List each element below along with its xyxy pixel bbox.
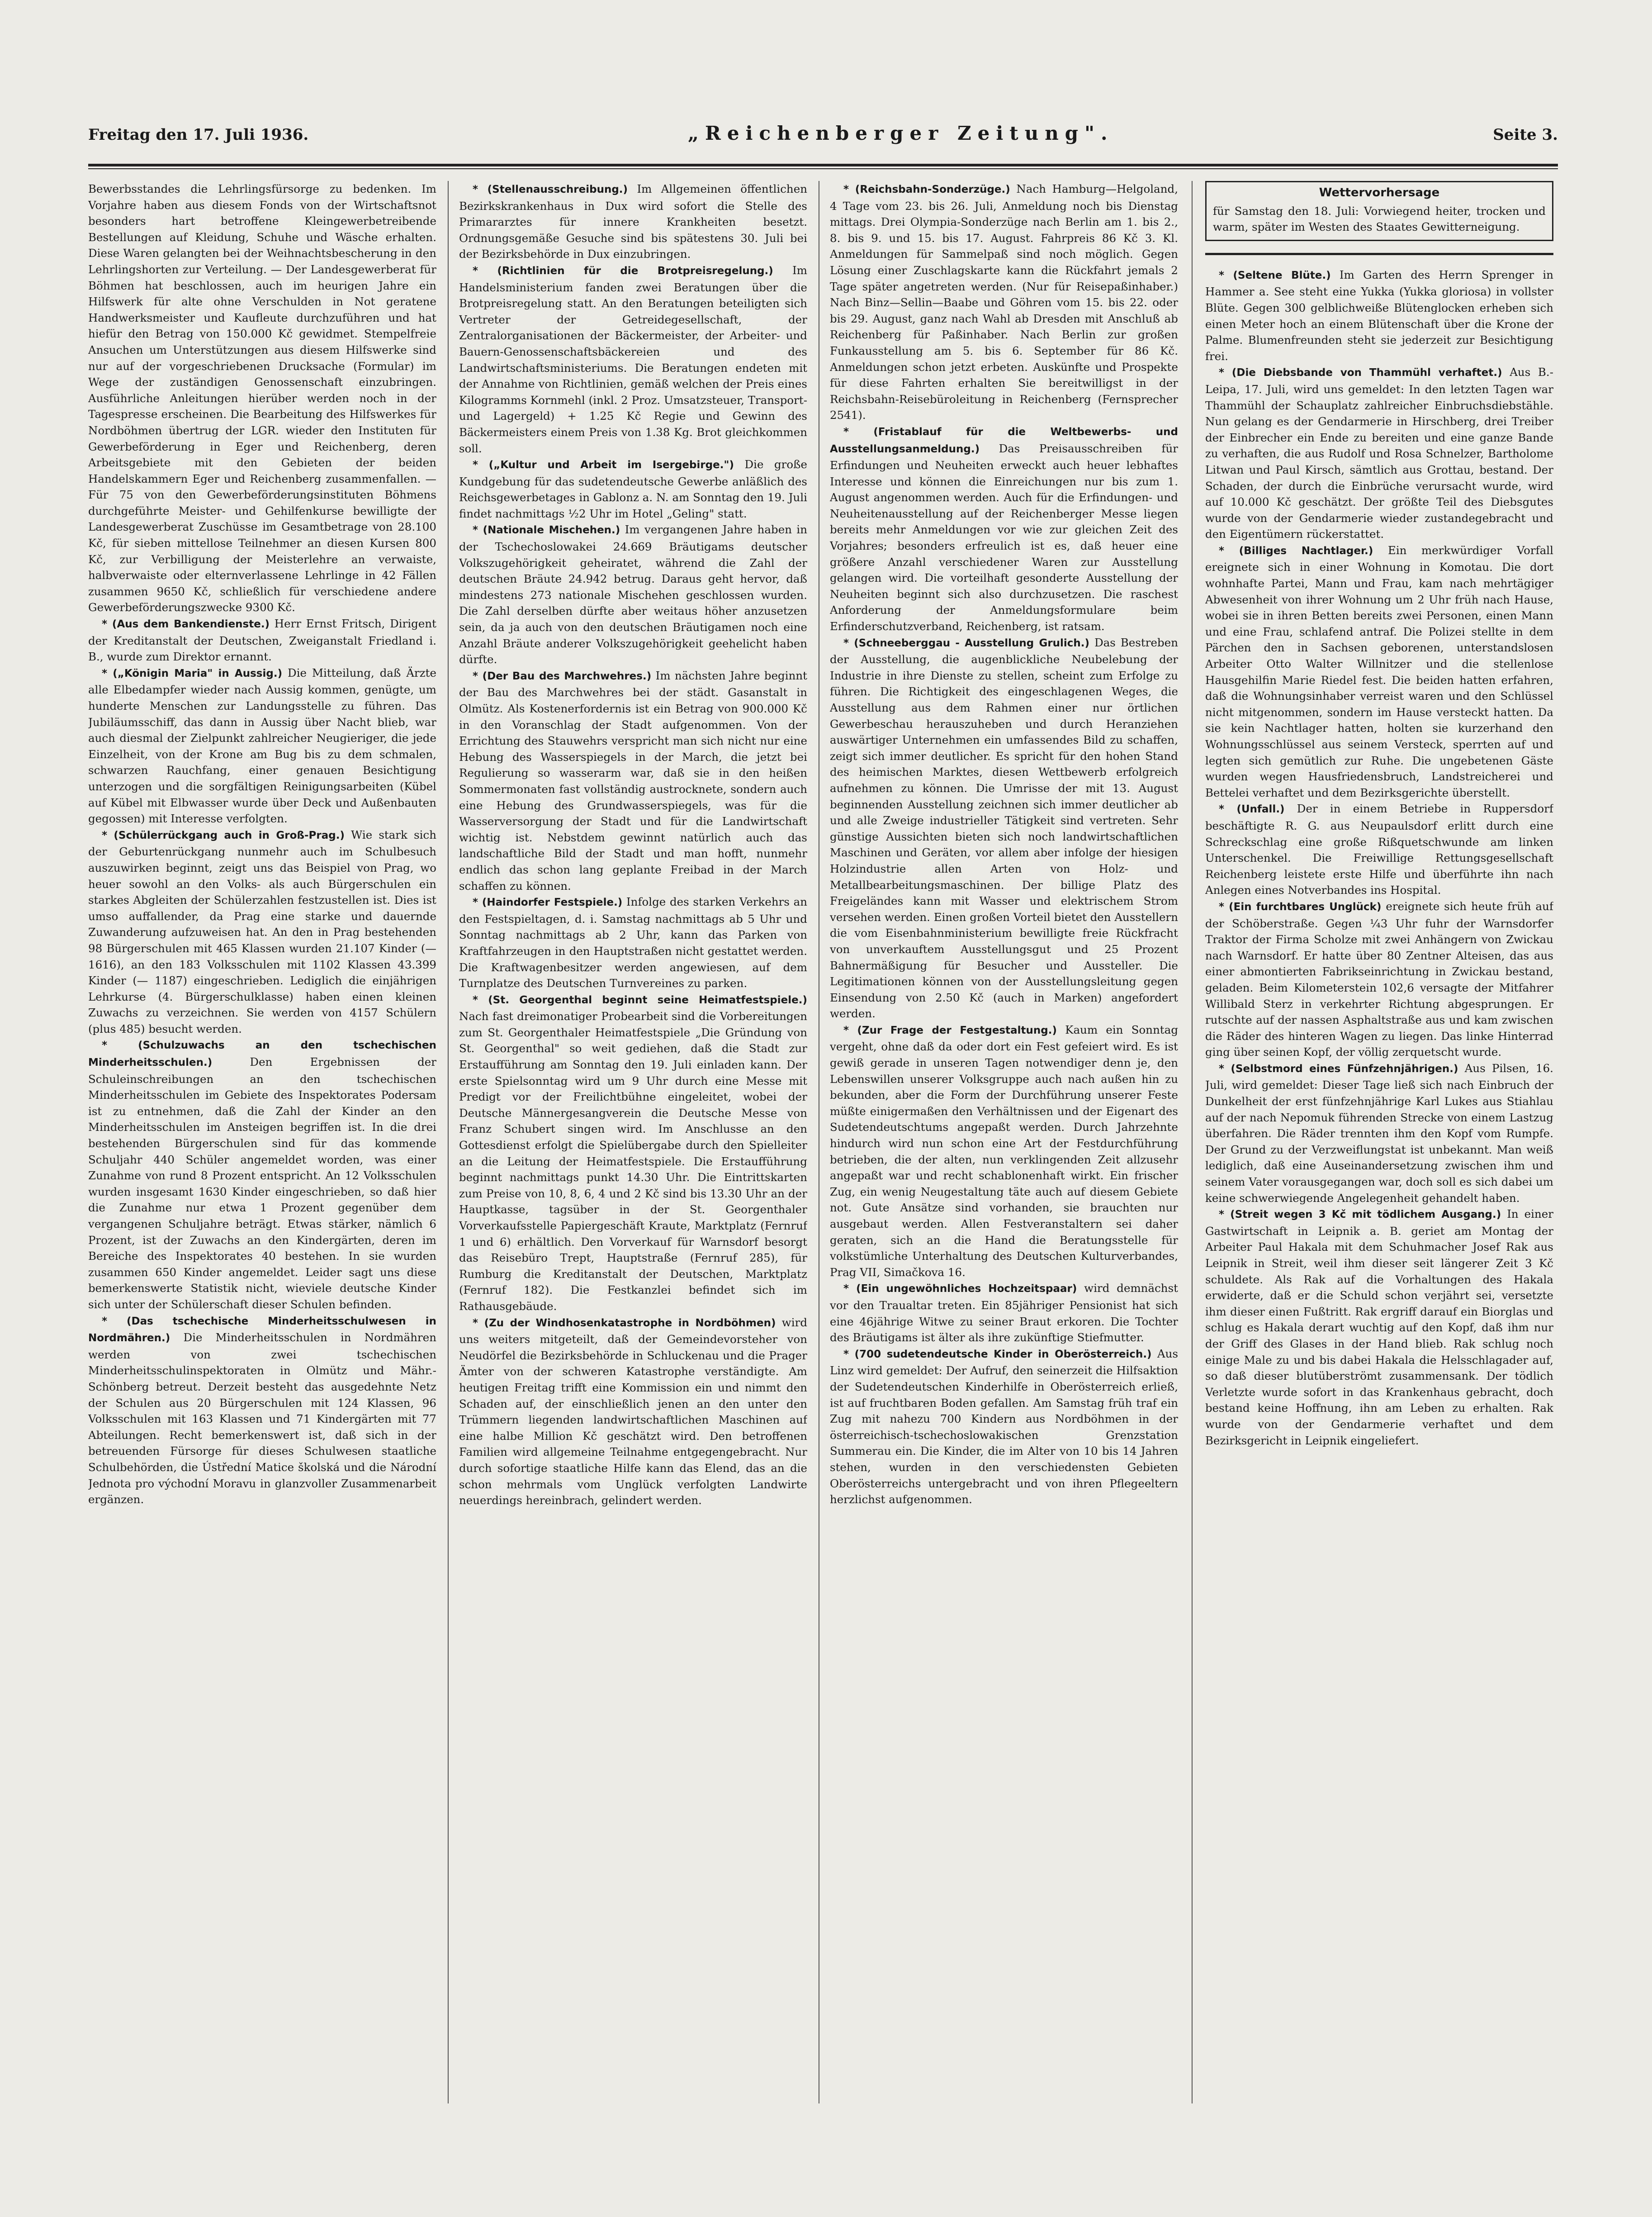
article-paragraph [88,1037,436,1312]
article-heading: * (Ein furchtbares Unglück) [1219,901,1382,913]
article-heading: * (Haindorfer Festspiele.) [473,897,623,909]
article-text: Die Minderheitsschulen in Nordmähren werden von zwei tschechischen Minderheitsschulinspektoraten in Olmütz und Mähr.-Schönberg betreut. Derzeit besteht das ausgedehnte Netz der Schulen aus 20 Bürgerschulen mit 124 Klassen, 96 Volksschulen mit 163 Klassen und 71 Kindergärten mit 77 Abteilungen. Recht bemerkenswert ist, daß sich in der betreuenden Fürsorge für dieses Schulwesen staatliche Schulbehörden, die Ústřední Matice školská und die Národní Jednota pro východní Moravu in glanzvoller Zusammenarbeit ergänzen. [88,1331,436,1506]
article-paragraph [88,827,436,1037]
article-paragraph [1205,542,1553,801]
article-text: Infolge des starken Verkehrs an den Festspieltagen, d. i. Samstag nachmittags ab 5 Uhr und Sonntag nachmittags ab 2 Uhr, kann das Parken von Kraftfahrzeugen in den Hauptstraßen nicht gestattet werden. Die Kraftwagenbesitzer werden angewiesen, auf dem Turnplatze des Deutschen Turnvereines zu parken. [459,895,807,990]
weather-forecast-box [1205,181,1553,241]
article-text: Kaum ein Sonntag vergeht, ohne daß da oder dort ein Fest gefeiert wird. Es ist gewiß gerade in unseren Tagen notwendiger denn je, den Lebenswillen unserer Volksgruppe auch nach außen hin zu bekunden, aber die Form der Durchführung unserer Feste müßte einigermaßen den Verhältnissen und der Eigenart des Sudetendeutschtums angepaßt werden. Durch Jahrzehnte hindurch wird nun schon eine Art der Festdurchführung betrieben, die der alten, nun verklingenden Zeit allzusehr angepaßt war und recht schablonenhaft wirkt. Ein frischer Zug, ein wenig Neugestaltung täte auch auf diesem Gebiete not. Gute Ansätze sind vorhanden, sie brauchten nur ausgebaut werden. Allen Festveranstaltern sei daher geraten, sich an die Hand die Beratungsstelle für volkstümliche Unterhaltung des Deutschen Kulturverbandes, Prag VII, Simačkova 16. [830,1023,1178,1279]
article-text: Nach fast dreimonatiger Probearbeit sind die Vorbereitungen zum St. Georgenthaler Heimatfestspiele „Die Gründung von St. Georgenthal" so weit gediehen, daß die Stadt zur Erstaufführung am Sonntag den 19. Juli einladen kann. Der erste Spielsonntag wird um 9 Uhr durch eine Messe mit Predigt vor der Freilichtbühne eingeleitet, wobei der Deutsche Männergesangverein die Deutsche Messe von Franz Schubert singen wird. Im Anschlusse an den Gottesdienst erfolgt die Spielübergabe durch den Spielleiter an die Leitung der Heimatfestspiele. Die Erstaufführung beginnt nachmittags punkt 14.30 Uhr. Die Eintrittskarten zum Preise von 10, 8, 6, 4 und 2 Kč sind bis 13.30 Uhr an der Hauptkasse, tagsüber in der St. Georgenthaler Vorverkaufsstelle Papiergeschäft Kraute, Marktplatz (Fernruf 1 und 6) erhältlich. Den Vorverkauf für Warnsdorf besorgt das Reisebüro Trept, Hauptstraße (Fernruf 285), für Rumburg die Kreditanstalt der Deutschen, Marktplatz (Fernruf 182). Die Festkanzlei befindet sich im Rathausgebäude. [459,1010,807,1313]
article-text: Aus B.-Leipa, 17. Juli, wird uns gemeldet: In den letzten Tagen war Thammühl der Schauplatz zahlreicher Einbruchsdiebstähle. Nun gelang es der Gendarmerie in Hirschberg, drei Treiber der Einbrecher ein Ende zu bereiten und eine ganze Bande zu verhaften, die aus Rudolf und Rosa Schnelzer, Bartholome Litwan und Paul Kirsch, sämtlich aus Grottau, bestand. Der Schaden, der durch die Einbrüche verursacht wurde, wird auf 10.000 Kč geschätzt. Der größte Teil des Diebsgutes wurde von der Gendarmerie wieder zustandegebracht und den Eigentümern rückerstattet. [1205,366,1553,541]
article-paragraph [88,665,436,827]
article-heading: * (Selbstmord eines Fünfzehnjährigen.) [1219,1063,1458,1075]
article-text: Wie stark sich der Geburtenrückgang nunmehr auch im Schulbesuch auszuwirken beginnt, zeigt uns das Beispiel von Prag, wo heuer sowohl an den Volks- als auch Bürgerschulen ein starkes Abgleiten der Schülerzahlen festzustellen ist. Dies ist umso auffallender, da Prag eine starke und dauernde Zuwanderung aufzuweisen hat. An den in Prag bestehenden 98 Bürgerschulen mit 465 Klassen wurden 21.107 Kinder (— 1616), an den 183 Volksschulen mit 1102 Klassen 43.399 Kinder (— 1187) eingeschrieben. Lediglich die einjährigen Lehrkurse (4. Bürgerschulklasse) haben einen kleinen Zuwachs zu verzeichnen. Sie werden von 4157 Schülern (plus 485) besucht werden. [88,828,436,1035]
article-text: Das Bestreben der Ausstellung, die augenblickliche Neubelebung der Industrie in ihre Dienste zu stellen, scheint zum Erfolge zu führen. Die Richtigkeit des eingeschlagenen Weges, die Ausstellung aus dem Rahmen einer nur örtlichen Gewerbeschau herauszuheben und durch Heranziehen auswärtiger Unternehmen ein umfassendes Bild zu schaffen, zeigt sich immer deutlicher. Es spricht für den hohen Stand des heimischen Marktes, diesen Wettbewerb erfolgreich aufnehmen zu können. Die Umrisse der mit 13. August beginnenden Ausstellung zeichnen sich immer deutlicher ab und alle Zweige industrieller Tätigkeit sind vertreten. Sehr günstige Aussichten bieten sich noch landwirtschaftlichen Maschinen und Geräten, vor allem aber infolge der hiesigen Holzindustrie allen Arten von Holz- und Metallbearbeitungsmaschinen. Der billige Platz des Freigeländes kann mit Wasser und elektrischem Strom versehen werden. Einen großen Vorteil bietet den Ausstellern die vom Eisenbahnministerium bewilligte freie Rückfracht von unverkauftem Ausstellungsgut und 25 Prozent Bahnermäßigung für Besucher und Aussteller. Die Legitimationen können von der Ausstellungsleitung gegen Einsendung von 2.50 Kč (auch in Marken) angefordert werden. [830,636,1178,1021]
article-paragraph [88,1313,436,1508]
newspaper-title: „Reichenberger Zeitung". [687,122,1114,144]
article-text: Aus Linz wird gemeldet: Der Aufruf, den seinerzeit die Hilfsaktion der Sudetendeutschen Kinderhilfe in Oberösterreich erließ, ist auf fruchtbaren Boden gefallen. Am Samstag früh traf ein Zug mit nahezu 700 Kindern aus Nordböhmen in der österreichisch-tschechoslowakischen Grenzstation Summerau ein. Die Kinder, die im Alter von 10 bis 14 Jahren stehen, wurden in den verschiedensten Gebieten Oberösterreichs untergebracht und von ihren Pflegeeltern herzlichst aufgenommen. [830,1347,1178,1506]
issue-date: Freitag den 17. Juli 1936. [88,126,309,144]
newspaper-page [88,122,1558,2126]
header-rule-thin [88,168,1558,169]
article-text: Den Ergebnissen der Schuleinschreibungen an den tschechischen Minderheitsschulen im Gebiete des Inspektorates Podersam ist zu entnehmen, daß die Zahl der Kinder an den Minderheitsschulen im Ansteigen begriffen ist. In die drei bestehenden Bürgerschulen sind für das kommende Schuljahr 440 Schüler angemeldet worden, was einer Zunahme von rund 8 Prozent entspricht. An 12 Volksschulen wurden insgesamt 1630 Kinder eingeschrieben, so daß hier die Zunahme nur etwa 1 Prozent gegenüber dem vergangenen Schuljahre beträgt. Etwas stärker, nämlich 6 Prozent, ist der Zuwachs an den Kindergärten, deren im Bereiche des Inspektorates 40 bestehen. In sie wurden zusammen 650 Kinder angemeldet. Leider sagt uns diese bemerkenswerte Statistik nicht, wieviele deutsche Kinder sich unter der Schülerschaft dieser Schulen befinden. [88,1055,436,1311]
article-paragraph [830,181,1178,423]
article-text: Im vergangenen Jahre haben in der Tschechoslowakei 24.669 Bräutigams deutscher Volkszugehörigkeit geheiratet, während die Zahl der deutschen Bräute 24.942 betrug. Daraus geht hervor, daß mindestens 273 nationale Mischehen geschlossen wurden. Die Zahl derselben dürfte aber weitaus höher anzusetzen sein, da ja auch von den deutschen Bräutigamen noch eine Anzahl Bräute anderer Volkszugehörigkeit geehelicht haben dürfte. [459,523,807,666]
article-text: Herr Ernst Fritsch, Dirigent der Kreditanstalt der Deutschen, Zweiganstalt Friedland i. B., wurde zum Direktor ernannt. [88,617,436,664]
article-paragraph [88,181,436,616]
article-paragraph [459,668,807,894]
article-text: ereignete sich heute früh auf der Schöberstraße. Gegen ¼3 Uhr fuhr der Warnsdorfer Traktor der Firma Scholze mit zwei Anhängern von Zwickau nach Warnsdorf. Er hatte über 80 Zentner Alteisen, das aus einer abmontierten Fabrikseinrichtung in Zwickau bestand, geladen. Beim Kilometerstein 102,6 versagte der Mitfahrer Willibald Sterz in verkehrter Richtung abgesprungen. Er rutschte auf der nassen Asphaltstraße aus und kam zwischen die Räder des hinteren Wagen zu liegen. Das linke Hinterrad ging über seinen Kopf, der völlig zerquetscht wurde. [1205,899,1553,1059]
article-text: wird uns weiters mitgeteilt, daß der Gemeindevorsteher von Neudörfel die Bezirksbehörde in Schluckenau und die Prager Ämter von der schweren Katastrophe verständigte. Am heutigen Freitag trifft eine Kommission ein und nimmt den Schaden auf, der einschließlich jenen an den unter den Trümmern liegenden landwirtschaftlichen Maschinen auf eine halbe Million Kč geschätzt wird. Den betroffenen Familien wird allgemeine Teilnahme entgegengebracht. Nur durch sofortige staatliche Hilfe kann das Elend, das an die schon mehrmals vom Unglück verfolgten Landwirte neuerdings hereinbrach, gelindert werden. [459,1315,807,1507]
article-heading: * (Schulzuwachs an den tschechischen Minderheitsschulen.) [88,1040,436,1069]
article-text: Bewerbsstandes die Lehrlingsfürsorge zu bedenken. Im Vorjahre haben aus diesem Fonds von der Wirtschaftsnot besonders hart betroffene Kleingewerbetreibende Bestellungen auf Kleidung, Schuhe und Wäsche erhalten. Diese Waren gelangten bei der Weihnachtsbescherung in den Lehrlingshorten zur Verteilung. — Der Landesgewerberat für Böhmen hat beschlossen, auch im heurigen Jahre ein Hilfswerk für alte ohne Verschulden in Not geratene Handwerksmeister und Kaufleute durchzuführen und hat hiefür den Betrag von 150.000 Kč gewidmet. Stempelfreie Ansuchen um Unterstützungen aus diesem Hilfswerke sind nur auf der vorgeschriebenen Drucksache (Formular) im Wege der zuständigen Genossenschaft einzubringen. Ausführliche Anleitungen hierüber werden noch in der Tagespresse erscheinen. Die Bearbeitung des Hilfswerkes für Nordböhmen übertrug der LGR. wieder den Instituten für Gewerbeförderung in Eger und Reichenberg, deren Arbeitsgebiete mit den Gebieten der beiden Handelskammern Eger und Reichenberg zusammenfallen. — Für 75 von den Gewerbeförderungsinstituten Böhmens durchgeführte Meister- und Gehilfenkurse bewilligte der Landesgewerberat Zuschüsse im Gesamtbetrage von 28.100 Kč, für sieben mittellose Teilnehmer an diesen Kursen 800 Kč, zur Verbilligung der Meisterlehre an verwaiste, halbverwaiste oder elternverlassene Lehrlinge in 42 Fällen zusammen 9650 Kč, schließlich für verschiedene andere Gewerbeförderungszwecke 9300 Kč. [88,182,436,614]
article-text: Im Garten des Herrn Sprenger in Hammer a. See steht eine Yukka (Yukka gloriosa) in vollster Blüte. Gegen 300 gelblichweiße Blütenglocken erheben sich einen Meter hoch an einem Blütenschaft über die Krone der Palme. Blumenfreunden steht sie jederzeit zur Besichtigung frei. [1205,268,1553,363]
article-text: Die Mitteilung, daß Ärzte alle Elbedampfer wieder nach Aussig kommen, genügte, um hunderte Menschen zur Landungsstelle zu führen. Das Jubiläumsschiff, das dann in Aussig über Nacht blieb, war auch diesmal der Zielpunkt zahlreicher Neugieriger, die jede Einzelheit, von der Krone am Bug bis zu dem schmalen, schwarzen Rauchfang, einer genauen Besichtigung unterzogen und die sorgfältigen Reinigungsarbeiten (Kübel auf Kübel mit Elbwasser wurde über Deck und Außenbauten gegossen) mit Interesse verfolgten. [88,666,436,826]
article-paragraph [830,635,1178,1022]
column-2 [459,181,807,2108]
article-heading: * (Schülerrückgang auch in Groß-Prag.) [102,829,345,841]
masthead [88,122,1558,158]
article-text: Im Allgemeinen öffentlichen Bezirkskrankenhaus in Dux wird sofort die Stelle des Primararztes für innere Krankheiten besetzt. Ordnungsgemäße Gesuche sind bis spätestens 30. Juli bei der Bezirksbehörde in Dux einzubringen. [459,182,807,261]
article-text: Die große Kundgebung für das sudetendeutsche Gewerbe anläßlich des Reichsgewerbetages in Gablonz a. N. am Sonntag den 19. Juli findet nachmittags ½2 Uhr im Hotel „Geling" statt. [459,458,807,520]
article-paragraph [459,456,807,522]
article-heading: * (Aus dem Bankendienste.) [102,618,270,631]
article-paragraph [459,894,807,992]
article-paragraph [459,181,807,262]
article-paragraph [1205,1206,1553,1448]
article-heading: * (St. Georgenthal beginnt seine Heimatfestspiele.) [473,994,807,1006]
column-1 [88,181,436,2108]
article-text: Im Handelsministerium fanden zwei Beratungen über die Brotpreisregelung statt. An den Beratungen beteiligten sich Vertreter der Getreidegesellschaft, der Zentralorganisationen der Bäckermeister, der Arbeiter- und Bauern-Genossenschaftsbäckereien und des Landwirtschaftsministeriums. Die Beratungen endeten mit der Annahme von Richtlinien, gemäß welchen der Preis eines Kilogramms Kornmehl (inkl. 2 Proz. Umsatzsteuer, Transport- und Lagergeld) + 1.25 Kč Regie und Gewinn des Bäckermeisters einem Preis von 1.38 Kg. Brot gleichkommen soll. [459,263,807,455]
column-3 [830,181,1178,2108]
article-heading: * (Ein ungewöhnliches Hochzeitspaar) [843,1283,1077,1295]
weather-title: Wettervorhersage [1319,186,1440,199]
article-heading: * (Billiges Nachtlager.) [1219,545,1373,557]
column-4 [1205,181,1553,2108]
article-heading: * (Zur Frage der Festgestaltung.) [843,1024,1057,1036]
article-heading: * („Königin Maria" in Aussig.) [102,667,283,679]
column-divider [1192,181,1193,2103]
article-text: Im nächsten Jahre beginnt der Bau des Marchwehres bei der städt. Gasanstalt in Olmütz. Als Kostenerfordernis ist ein Betrag von 900.000 Kč in den Voranschlag der Stadt aufgenommen. Von der Errichtung des Stauwehrs verspricht man sich nicht nur eine Hebung des Wasserspiegels in der March, die jetzt bei Regulierung so wasserarm war, daß sie in den heißen Sommermonaten fast vollständig austrocknete, sondern auch eine Hebung des Grundwasserspiegels, was für die Wasserversorgung der Stadt und für die Landwirtschaft wichtig ist. Nebstdem gewinnt natürlich auch das landschaftliche Bild der Stadt und man hofft, nunmehr endlich das schon lang geplante Freibad in der March schaffen zu können. [459,669,807,892]
article-text: Aus Pilsen, 16. Juli, wird gemeldet: Dieser Tage ließ sich nach Einbruch der Dunkelheit der erst fünfzehnjährige Karl Lukes aus Stiahlau auf der nach Nepomuk führenden Strecke von einem Lastzug überfahren. Die Räder trennten ihm den Kopf vom Rumpfe. Der Grund zu der Verzweiflungstat ist unbekannt. Man weiß lediglich, daß eine Auseinandersetzung zwischen ihm und seinem Vater vorausgegangen war, doch soll es sich dabei um keine schwerwiegende Angelegenheit gehandelt haben. [1205,1061,1553,1205]
page-number: Seite 3. [1493,126,1558,144]
article-paragraph [830,423,1178,635]
article-heading: * („Kultur und Arbeit im Isergebirge.") [473,459,734,471]
column-divider [448,181,449,2103]
article-heading: * (Seltene Blüte.) [1219,269,1331,281]
article-paragraph [1205,898,1553,1060]
article-text: Das Preisausschreiben für Erfindungen und Neuheiten erweckt auch heuer lebhaftes Interesse und können die Einreichungen nur bis zum 1. August angenommen werden. Auch für die Erfindungen- und Neuheitenausstellung auf der Reichenberger Messe liegen bereits mehr Anmeldungen vor wie zur gleichen Zeit des Vorjahres; besonders erfreulich ist es, daß heuer eine größere Anzahl verschiedener Waren zur Ausstellung gelangen wird. Die vorteilhaft gesonderte Ausstellung der Neuheiten beginnt sich also durchzusetzen. Die raschest Anforderung der Anmeldungsformulare beim Erfinderschutzverband, Reichenberg, ist ratsam. [830,442,1178,633]
article-heading: * (Zu der Windhosenkatastrophe in Nordböhmen) [473,1317,776,1329]
article-paragraph [459,262,807,456]
article-text: Der in einem Betriebe in Ruppersdorf beschäftigte R. G. aus Neupaulsdorf erlitt durch eine Schreckschlag eine große Rißquetschwunde am linken Unterschenkel. Die Freiwillige Rettungsgesellschaft Reichenberg leistete erste Hilfe und überführte ihn nach Anlegen eines Notverbandes ins Hospital. [1205,802,1553,897]
article-text: Ein merkwürdiger Vorfall ereignete sich in einer Wohnung in Komotau. Die dort wohnhafte Partei, Mann und Frau, kam nach mehrtägiger Abwesenheit von ihrer Wohnung um 2 Uhr früh nach Hause, wobei sie in ihren Betten bereits zwei Personen, einen Mann und eine Frau, schlafend antraf. Die Polizei stellte in dem Pärchen den in Sachsen geborenen, unterstandslosen Arbeiter Otto Walter Willnitzer und die stellenlose Hausgehilfin Marie Riedel fest. Die beiden hatten erfahren, daß die Wohnungsinhaber verreist waren und den Schlüssel nicht mitgenommen, sondern im Hause versteckt hatten. Da sie kein Nachtlager hatten, holten sie kurzerhand den Wohnungsschlüssel aus seinem Versteck, sperrten auf und legten sich gemütlich zur Ruhe. Die ungebetenen Gäste wurden wegen Hausfriedensbruch, Landstreicherei und Bettelei verhaftet und dem Bezirksgerichte überstellt. [1205,543,1553,799]
article-paragraph [1205,267,1553,365]
article-paragraph [88,616,436,665]
article-heading: * (Streit wegen 3 Kč mit tödlichem Ausgang.) [1219,1209,1501,1221]
article-heading: * (Nationale Mischehen.) [473,524,620,536]
section-bar [1205,253,1553,255]
article-heading: * (Fristablauf für die Weltbewerbs- und Ausstellungsanmeldung.) [830,426,1178,455]
article-paragraph [459,1315,807,1509]
article-paragraph [830,1280,1178,1345]
article-heading: * (Stellenausschreibung.) [473,184,628,195]
article-heading: * (700 sudetendeutsche Kinder in Oberösterreich.) [843,1348,1152,1360]
article-heading: * (Schneeberggau - Ausstellung Grulich.) [843,637,1090,649]
article-text: wird demnächst vor den Traualtar treten. Ein 85jähriger Pensionist hat sich eine 46jährige Witwe zu seiner Braut erkoren. Die Tochter des Bräutigams ist älter als ihre zukünftige Stiefmutter. [830,1282,1178,1344]
article-heading: * (Die Diebsbande von Thammühl verhaftet.) [1219,367,1502,379]
article-heading: * (Das tschechische Minderheitsschulwesen in Nordmähren.) [88,1315,436,1344]
article-paragraph [1205,801,1553,898]
article-text: Nach Hamburg—Helgoland, 4 Tage vom 23. bis 26. Juli, Anmeldung noch bis Dienstag mittags. Drei Olympia-Sonderzüge nach Berlin am 1. bis 2., 8. bis 9. und 15. bis 17. August. Fahrpreis 86 Kč 3. Kl. Anmeldungen für Sammelpaß sind noch möglich. Gegen Lösung einer Zuschlagskarte kann die Rückfahrt jemals 2 Tage später angetreten werden. (Nur für Reisepaßinhaber.) Nach Binz—Sellin—Baabe und Göhren vom 15. bis 22. oder bis 29. August, ganz nach Wahl ab Dresden mit Anschluß ab Reichenberg für Paßinhaber. Nach Berlin zur großen Funkausstellung am 5. bis 6. September für 86 Kč. Anmeldungen schon jetzt erbeten. Auskünfte und Prospekte für diese Fahrten erhalten Sie bereitwilligst in der Reichsbahn-Reisebüroleitung in Reichenberg (Fernsprecher 2541). [830,182,1178,422]
article-paragraph [1205,364,1553,542]
article-paragraph [830,1022,1178,1281]
weather-text: für Samstag den 18. Juli: Vorwiegend heiter, trocken und warm, später im Westen des Staates Gewitterneigung. [1213,204,1546,234]
article-paragraph [459,522,807,667]
article-paragraph [459,992,807,1315]
article-heading: * (Richtlinien für die Brotpreisregelung.) [473,265,773,277]
article-text: In einer Gastwirtschaft in Leipnik a. B. geriet am Montag der Arbeiter Paul Hakala mit dem Schuhmacher Josef Rak aus Leipnik in Streit, weil ihm dieser seit längerer Zeit 3 Kč schuldete. Als Rak auf die Vorhaltungen des Hakala erwiderte, daß er die Schuld schon verjährt sei, versetzte ihm dieser einen Fußtritt. Rak ergriff darauf ein Biorglas und schlug es Hakala derart wuchtig auf den Kopf, daß ihm nur der Griff des Glases in der Hand blieb. Rak schlug noch einige Male zu und bis dabei Hakala die Helsschlagader auf, so daß dieser blutüberströmt zusammensank. Der tödlich Verletzte wurde sofort in das Krankenhaus gebracht, doch bestand keine Hoffnung, ihn am Leben zu erhalten. Rak wurde von der Gendarmerie verhaftet und dem Bezirksgericht in Leipnik eingeliefert. [1205,1207,1553,1447]
article-heading: * (Reichsbahn-Sonderzüge.) [843,184,1010,195]
article-paragraph [1205,1060,1553,1206]
article-heading: * (Unfall.) [1219,803,1285,816]
article-heading: * (Der Bau des Marchwehres.) [473,670,652,682]
header-rule [88,164,1558,166]
article-paragraph [830,1346,1178,1508]
